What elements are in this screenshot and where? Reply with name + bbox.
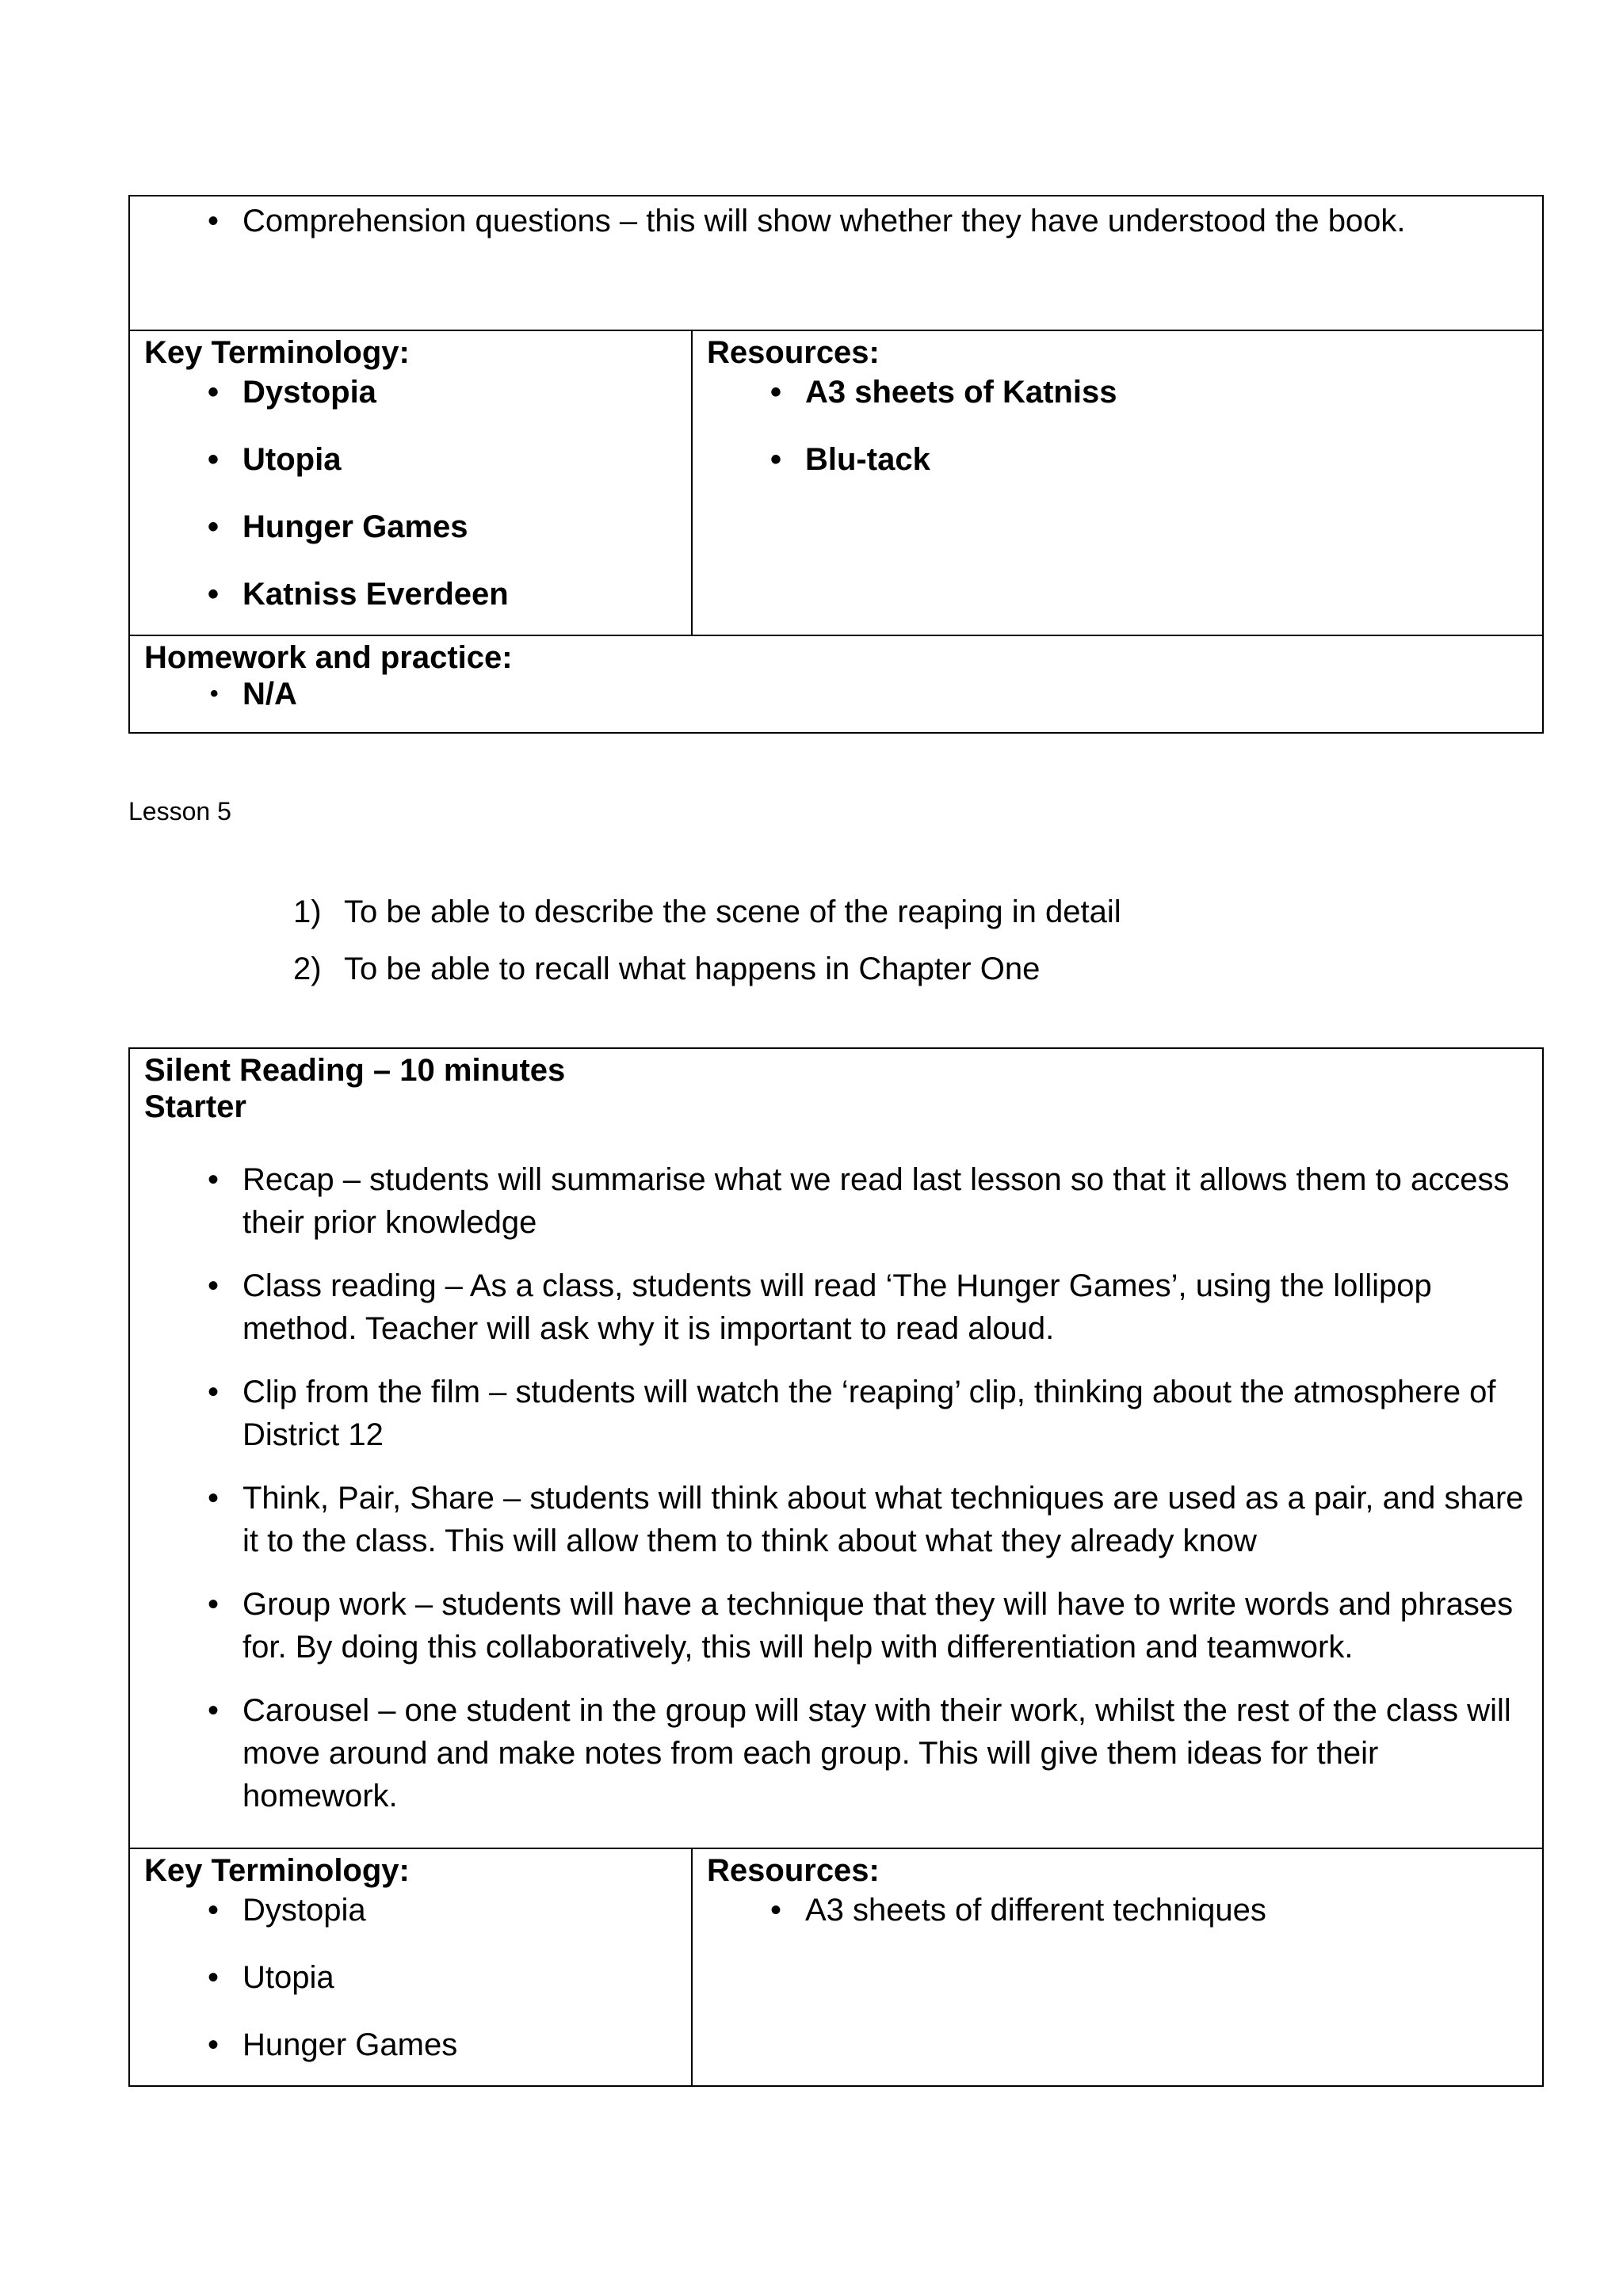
key-terminology-cell	[130, 1849, 693, 2085]
list-item: • Recap – students will summarise what we read last lesson so that it allows them to access their prior knowledge	[144, 1158, 1528, 1244]
assessment-list	[144, 200, 1528, 242]
list-item: • A3 sheets of different techniques	[707, 1889, 1528, 1932]
homework-row	[130, 635, 1542, 732]
list-item: • Hunger Games	[144, 2023, 677, 2066]
key-terminology-list	[144, 1889, 677, 2066]
bullet-icon: •	[208, 204, 220, 238]
objective-item	[293, 891, 1121, 948]
homework-label: Homework and practice:	[144, 640, 513, 675]
resources-label: Resources:	[707, 1853, 880, 1888]
lesson-plan-table-1	[128, 195, 1544, 734]
bullet-icon: •	[208, 1587, 220, 1622]
objective-text: To be able to describe the scene of the reaping in detail	[344, 894, 1121, 929]
bullet-icon: •	[208, 1268, 220, 1303]
bullet-icon: •	[208, 375, 220, 410]
lesson-plan-table-2	[128, 1047, 1544, 2087]
bullet-icon: •	[210, 681, 219, 707]
homework-cell	[130, 636, 1542, 732]
activities-cell	[130, 1049, 1542, 1848]
lesson-label: Lesson 5	[128, 797, 231, 826]
list-item: • Carousel – one student in the group will stay with their work, whilst the rest of the class will move around and make notes from each group. This will give them ideas for their homework.	[144, 1689, 1528, 1817]
objective-number: 1)	[293, 894, 322, 929]
bullet-icon: •	[208, 1162, 220, 1197]
list-item: • Dystopia	[144, 371, 677, 414]
resources-cell	[693, 331, 1542, 635]
bullet-icon: •	[208, 1960, 220, 1995]
homework-list	[144, 676, 1528, 712]
list-item: • Clip from the film – students will watch the ‘reaping’ clip, thinking about the atmosphere of District 12	[144, 1371, 1528, 1456]
starter-heading: Starter	[144, 1089, 246, 1124]
list-item: • Class reading – As a class, students will read ‘The Hunger Games’, using the lollipop method. Teacher will ask why it is important to read aloud.	[144, 1264, 1528, 1350]
bullet-icon: •	[208, 1693, 220, 1728]
activities-row	[130, 1049, 1542, 1848]
assessment-row	[130, 196, 1542, 330]
objective-item	[293, 948, 1121, 1005]
bullet-icon: •	[208, 1375, 220, 1409]
terminology-resources-row	[130, 330, 1542, 635]
list-item: • Comprehension questions – this will show whether they have understood the book.	[144, 200, 1528, 242]
terminology-resources-row	[130, 1848, 1542, 2085]
bullet-icon: •	[770, 1893, 782, 1928]
bullet-icon: •	[208, 1481, 220, 1516]
list-item: • Hunger Games	[144, 505, 677, 548]
bullet-icon: •	[208, 1893, 220, 1928]
list-item: • Think, Pair, Share – students will think about what techniques are used as a pair, and share it to the class. This will allow them to think about what they already know	[144, 1477, 1528, 1562]
list-item: • Utopia	[144, 438, 677, 481]
list-item: • A3 sheets of Katniss	[707, 371, 1528, 414]
bullet-icon: •	[208, 577, 220, 612]
list-item: • Blu-tack	[707, 438, 1528, 481]
list-item: • Katniss Everdeen	[144, 573, 677, 616]
key-terminology-cell	[130, 331, 693, 635]
bullet-icon: •	[770, 442, 782, 477]
list-item: • N/A	[210, 677, 297, 711]
activities-list	[144, 1158, 1528, 1817]
key-terminology-list	[144, 371, 677, 616]
silent-reading-heading: Silent Reading – 10 minutes	[144, 1053, 566, 1088]
key-terminology-label: Key Terminology:	[144, 335, 410, 370]
resources-list	[707, 1889, 1528, 1932]
objective-number: 2)	[293, 952, 322, 986]
list-item: • Dystopia	[144, 1889, 677, 1932]
bullet-icon: •	[208, 2027, 220, 2062]
resources-list	[707, 371, 1528, 481]
key-terminology-label: Key Terminology:	[144, 1853, 410, 1888]
objective-text: To be able to recall what happens in Chapter One	[344, 952, 1041, 986]
resources-label: Resources:	[707, 335, 880, 370]
assessment-cell	[130, 196, 1542, 330]
list-item: • Utopia	[144, 1956, 677, 1999]
resources-cell	[693, 1849, 1542, 2085]
learning-objectives	[293, 891, 1121, 1005]
list-item: • Group work – students will have a technique that they will have to write words and phrases for. By doing this collaboratively, this will help with differentiation and teamwork.	[144, 1583, 1528, 1669]
bullet-icon: •	[208, 509, 220, 544]
bullet-icon: •	[770, 375, 782, 410]
bullet-icon: •	[208, 442, 220, 477]
